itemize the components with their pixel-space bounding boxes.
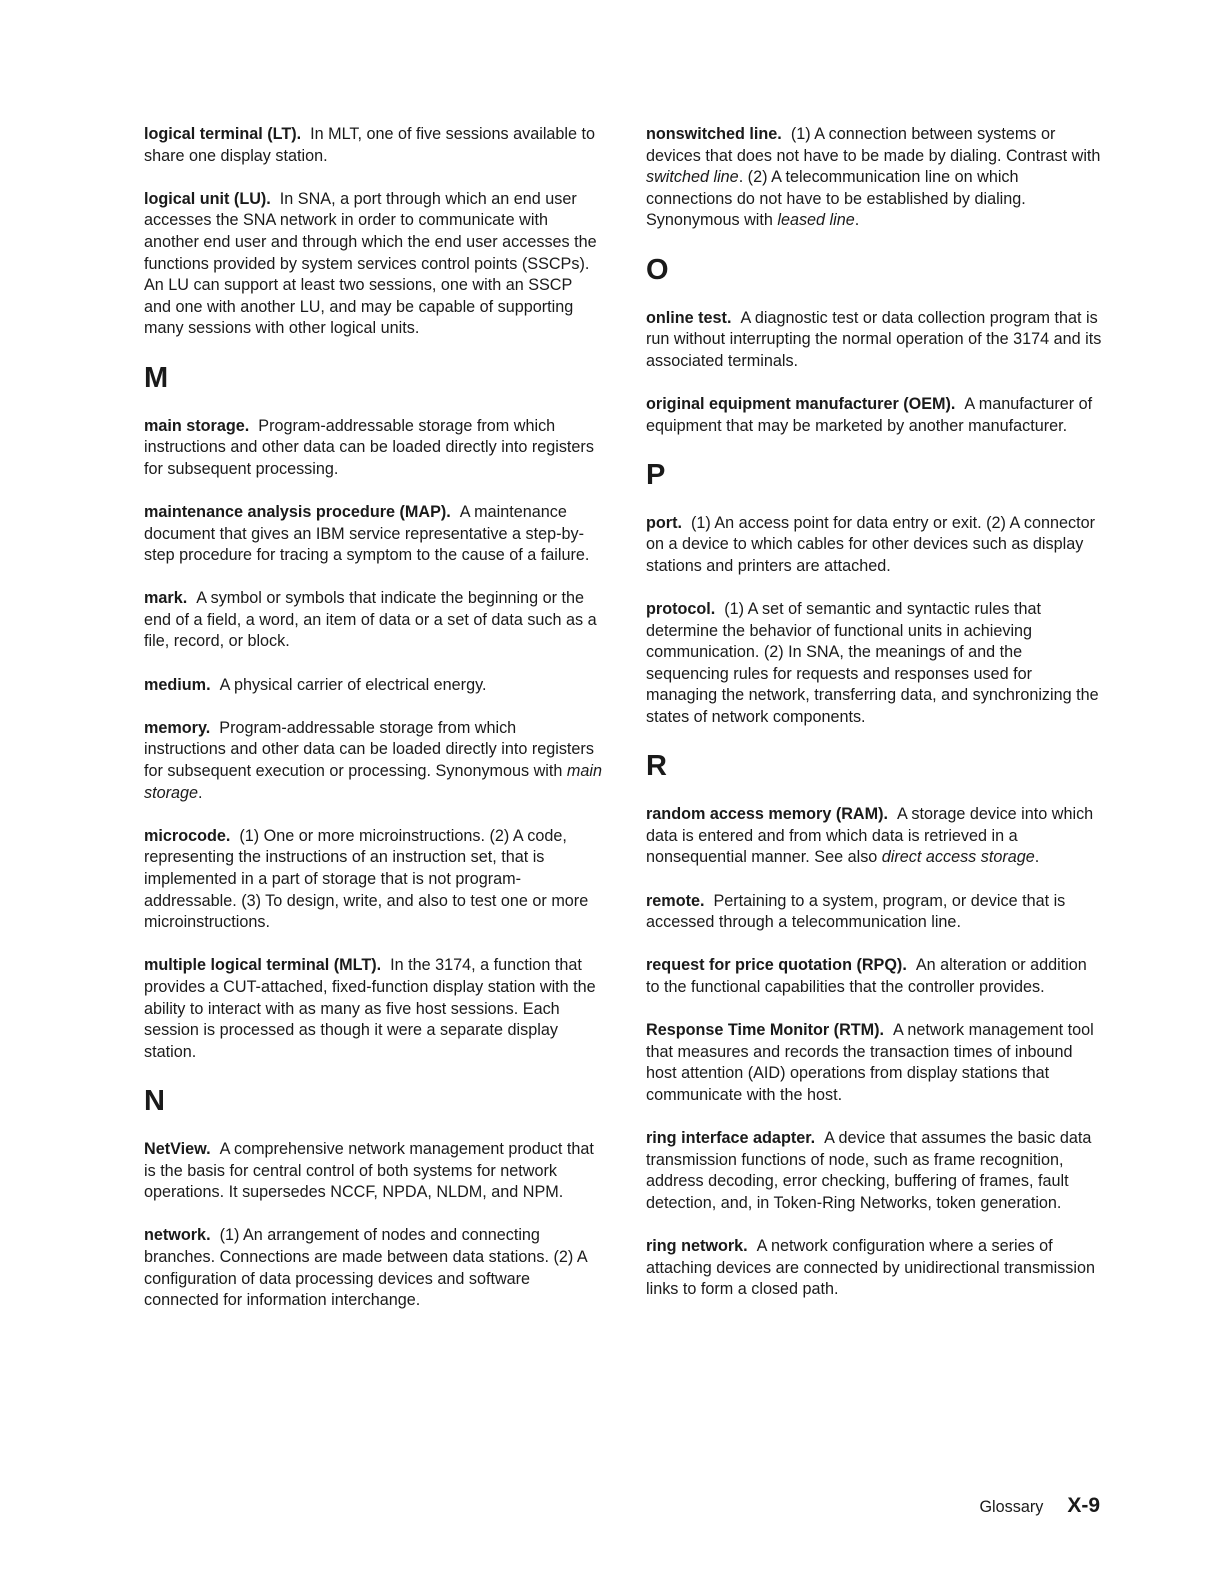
definition-text: Pertaining to a system, program, or device that is accessed through a telecommunication line.: [646, 891, 1066, 932]
glossary-term: Response Time Monitor (RTM).: [646, 1021, 885, 1040]
definition-text: A device that assumes the basic data transmission functions of node, such as frame recognition, address decoding, error checking, buffering of frames, fault detection, and, in Token-Ring Networks, token generation.: [646, 1129, 1092, 1212]
glossary-term: main storage.: [144, 416, 250, 435]
glossary-entry: [144, 675, 602, 697]
definition-text: An alteration or addition to the functional capabilities that the controller provides.: [646, 956, 1087, 996]
glossary-entry: [646, 599, 1104, 729]
glossary-term: nonswitched line.: [646, 125, 782, 143]
glossary-term: microcode.: [144, 826, 231, 845]
glossary-term: remote.: [646, 891, 705, 910]
definition-text: .: [198, 783, 203, 802]
glossary-entry: [144, 189, 602, 340]
definition-text: In SNA, a port through which an end user accesses the SNA network in order to communicate with another end user and through which the end user accesses the functions provided by system services control points (SSCPs). An LU can support at least two sessions, one with an SSCP and one with another LU, and may be capable of supporting many sessions with other logical units.: [144, 189, 597, 338]
definition-text: (1) A set of semantic and syntactic rules that determine the behavior of functional units in achieving communication. (2) In SNA, the meanings of and the sequencing rules for requests and responses used for managing the network, transferring data, and synchronizing the states of network components.: [646, 600, 1099, 727]
glossary-term: ring interface adapter.: [646, 1129, 816, 1148]
cross-reference: switched line: [646, 168, 739, 187]
glossary-entry: [646, 124, 1104, 232]
cross-reference: main storage: [144, 762, 603, 802]
definition-text: In MLT, one of five sessions available to share one display station.: [144, 125, 596, 165]
glossary-definition: [144, 1140, 594, 1201]
page-footer: [979, 1494, 1100, 1518]
section-letter-m: M: [144, 361, 169, 394]
glossary-entry: [144, 826, 602, 934]
glossary-term: NetView.: [144, 1139, 211, 1158]
definition-text: .: [1034, 848, 1040, 867]
glossary-definition: [144, 719, 602, 802]
glossary-term: medium.: [144, 675, 211, 694]
glossary-term: multiple logical terminal (MLT).: [144, 956, 382, 975]
page-number: X-9: [1067, 1494, 1100, 1517]
definition-text: (1) An arrangement of nodes and connecting branches. Connections are made between data stations. (2) A configuration of data processing devices and software connected for information interchange.: [144, 1226, 587, 1310]
glossary-entry: [144, 124, 602, 167]
definition-text: A manufacturer of equipment that may be marketed by another manufacturer.: [646, 394, 1093, 435]
glossary-term: protocol.: [646, 600, 716, 619]
glossary-definition: [144, 589, 597, 650]
glossary-term: original equipment manufacturer (OEM).: [646, 394, 956, 413]
glossary-entry: [144, 955, 602, 1063]
definition-text: (1) A connection between systems or devices that does not have to be made by dialing. Contrast with: [646, 125, 1101, 165]
glossary-definition: [646, 514, 1095, 575]
glossary-definition: [144, 1226, 587, 1309]
glossary-entry: [646, 955, 1104, 998]
glossary-term: random access memory (RAM).: [646, 805, 888, 824]
glossary-right-column: [646, 124, 1104, 1323]
glossary-term: logical terminal (LT).: [144, 125, 302, 143]
glossary-term: mark.: [144, 589, 188, 608]
definition-text: A network configuration where a series of attaching devices are connected by unidirectional transmission links to form a closed path.: [646, 1237, 1096, 1299]
glossary-term: online test.: [646, 308, 732, 327]
section-letter-n: N: [144, 1084, 165, 1117]
glossary-entry: [144, 416, 602, 481]
glossary-entry: [646, 394, 1104, 437]
glossary-entry: [646, 1128, 1104, 1214]
glossary-entry: [144, 718, 602, 804]
definition-text: A maintenance document that gives an IBM service representative a step-by-step procedure for tracing a symptom to the cause of a failure.: [144, 502, 590, 565]
definition-text: A physical carrier of electrical energy.: [219, 675, 487, 694]
glossary-entry: [646, 1020, 1104, 1106]
glossary-term: ring network.: [646, 1237, 748, 1256]
definition-text: A diagnostic test or data collection program that is run without interrupting the normal operation of the 3174 and its associated terminals.: [646, 308, 1102, 370]
definition-text: (1) One or more microinstructions. (2) A code, representing the instructions of an instruction set, that is implemented in a part of storage that is not program-addressable. (3) To design, write, and also to test one or more microinstructions.: [144, 826, 589, 932]
glossary-entry: [144, 1139, 602, 1204]
definition-text: A comprehensive network management product that is the basis for central control of both systems for network operations. It supersedes NCCF, NPDA, NLDM, and NPM.: [144, 1139, 594, 1202]
glossary-definition: [646, 600, 1099, 726]
glossary-term: maintenance analysis procedure (MAP).: [144, 502, 451, 521]
definition-text: A symbol or symbols that indicate the beginning or the end of a field, a word, an item of data or a set of data such as a file, record, or block.: [144, 589, 597, 651]
glossary-term: memory.: [144, 718, 211, 737]
section-letter-r: R: [646, 750, 667, 783]
glossary-entry: [144, 502, 602, 567]
glossary-definition: [646, 892, 1065, 932]
glossary-term: network.: [144, 1226, 211, 1245]
glossary-left-column: [144, 124, 602, 1333]
definition-text: A storage device into which data is entered and from which data is retrieved in a nonsequential manner. See also: [646, 805, 1094, 867]
glossary-entry: [144, 1225, 602, 1311]
glossary-definition: [220, 676, 487, 694]
definition-text: Program-addressable storage from which instructions and other data can be loaded directly into registers for subsequent processing.: [144, 416, 594, 478]
definition-text: In the 3174, a function that provides a CUT-attached, fixed-function display station with the ability to interact with as many as five host sessions. Each session is processed as though it were a separate display station.: [144, 956, 596, 1061]
cross-reference: direct access storage: [881, 848, 1035, 867]
glossary-entry: [646, 513, 1104, 578]
definition-text: . (2) A telecommunication line on which connections do not have to be established by dialing. Synonymous with: [646, 168, 1026, 230]
definition-text: .: [854, 211, 860, 230]
cross-reference: leased line: [777, 211, 855, 230]
definition-text: (1) An access point for data entry or exit. (2) A connector on a device to which cables for other devices such as display stations and printers are attached.: [646, 513, 1095, 575]
definition-text: Program-addressable storage from which instructions and other data can be loaded directly into registers for subsequent execution or processing. Synonymous with: [144, 718, 594, 781]
glossary-term: request for price quotation (RPQ).: [646, 956, 907, 975]
section-letter-o: O: [646, 253, 669, 286]
glossary-entry: [646, 804, 1104, 869]
glossary-term: logical unit (LU).: [144, 189, 271, 208]
glossary-definition: [144, 190, 597, 338]
footer-section-label: Glossary: [979, 1498, 1044, 1516]
glossary-entry: [144, 588, 602, 653]
definition-text: A network management tool that measures and records the transaction times of inbound host attention (AID) operations from display stations that communicate with the host.: [646, 1021, 1094, 1104]
glossary-entry: [646, 891, 1104, 934]
glossary-term: port.: [646, 513, 682, 532]
section-letter-p: P: [646, 458, 666, 491]
glossary-entry: [646, 308, 1104, 373]
glossary-entry: [646, 1236, 1104, 1301]
